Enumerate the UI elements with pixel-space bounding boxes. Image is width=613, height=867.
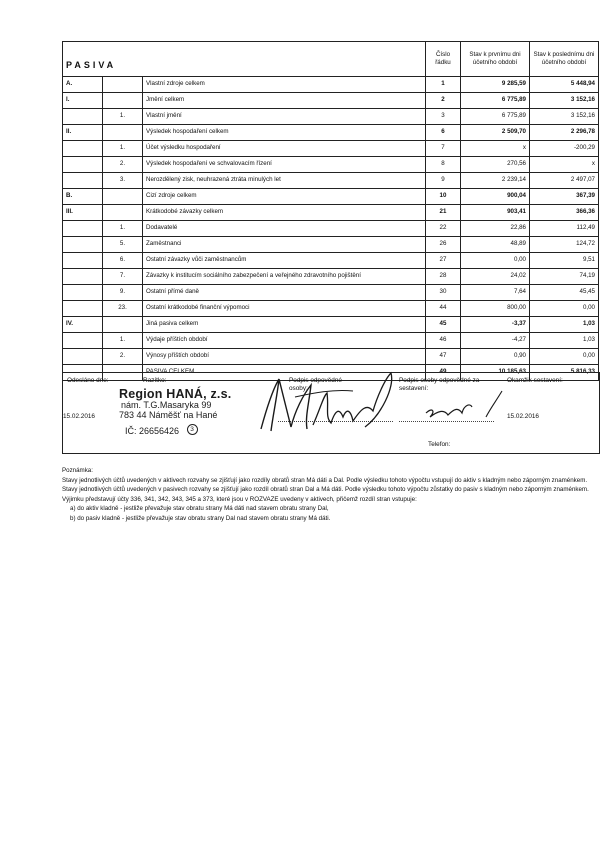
row-number: 21 [426, 205, 461, 221]
compiler-signature [418, 387, 508, 427]
row-subcode [103, 317, 143, 333]
row-code [63, 301, 103, 317]
table-row [63, 141, 599, 157]
row-number: 1 [426, 77, 461, 93]
row-end-value: 1,03 [530, 317, 599, 333]
row-start-value: -3,37 [461, 317, 530, 333]
row-subcode: 1. [103, 141, 143, 157]
row-label: Výsledek hospodaření celkem [143, 125, 426, 141]
organization-stamp [119, 387, 231, 439]
stamp-name: Region HANÁ, z.s. [119, 387, 232, 401]
row-end-value: 124,72 [530, 237, 599, 253]
header-row-number: Číslo řádku [426, 42, 461, 77]
row-code: B. [63, 189, 103, 205]
note-item-a: a) do aktiv kladně - jestliže převažuje stav obratu strany Má dáti nad stavem obratu strany Dal, [70, 505, 329, 513]
table-row [63, 237, 599, 253]
row-end-value: 0,00 [530, 349, 599, 365]
table-row [63, 253, 599, 269]
row-number: 7 [426, 141, 461, 157]
row-number: 10 [426, 189, 461, 205]
row-end-value: 366,36 [530, 205, 599, 221]
row-end-value: -200,29 [530, 141, 599, 157]
table-title: PASIVA [63, 42, 426, 77]
row-start-value: 7,64 [461, 285, 530, 301]
row-number: 28 [426, 269, 461, 285]
row-subcode [103, 125, 143, 141]
row-subcode: 9. [103, 285, 143, 301]
row-label: Nerozdělený zisk, neuhrazená ztráta minulých let [143, 173, 426, 189]
table-row [63, 269, 599, 285]
row-number: 3 [426, 109, 461, 125]
row-code [63, 269, 103, 285]
row-number: 22 [426, 221, 461, 237]
row-start-value: 900,04 [461, 189, 530, 205]
row-label: Cizí zdroje celkem [143, 189, 426, 205]
stamp-address: nám. T.G.Masaryka 99 [121, 400, 212, 410]
responsible-signature [253, 367, 403, 445]
row-code: A. [63, 77, 103, 93]
table-row [63, 205, 599, 221]
row-start-value: 270,56 [461, 157, 530, 173]
stamp-label: Razítko: [143, 377, 167, 384]
pasiva-table [62, 41, 599, 381]
row-label: Účet výsledku hospodaření [143, 141, 426, 157]
row-number: 26 [426, 237, 461, 253]
row-label: Výsledek hospodaření ve schvalovacím řízení [143, 157, 426, 173]
row-subcode [103, 189, 143, 205]
row-label: Jiná pasiva celkem [143, 317, 426, 333]
sent-date: 15.02.2016 [63, 413, 95, 420]
table-row [63, 125, 599, 141]
stamp-circle-mark: 3 [187, 424, 198, 435]
table-row [63, 333, 599, 349]
row-label: Ostatní krátkodobé finanční výpomoci [143, 301, 426, 317]
row-label: Krátkodobé závazky celkem [143, 205, 426, 221]
row-code [63, 221, 103, 237]
table-row [63, 317, 599, 333]
row-start-value: -4,27 [461, 333, 530, 349]
responsible-person-label: Podpis odpovědné osoby: [289, 377, 342, 392]
table-row [63, 349, 599, 365]
row-number: 49 [426, 365, 461, 381]
row-code [63, 173, 103, 189]
row-code [63, 349, 103, 365]
table-row [63, 173, 599, 189]
row-code [63, 253, 103, 269]
row-end-value: 2 296,78 [530, 125, 599, 141]
row-number: 47 [426, 349, 461, 365]
row-subcode: 7. [103, 269, 143, 285]
header-start-balance: Stav k prvnímu dni účetního období [461, 42, 530, 77]
compiled-date: 15.02.2016 [507, 413, 539, 420]
row-number: 6 [426, 125, 461, 141]
row-subcode: 6. [103, 253, 143, 269]
row-label: Vlastní zdroje celkem [143, 77, 426, 93]
row-start-value: 903,41 [461, 205, 530, 221]
row-start-value: 22,86 [461, 221, 530, 237]
sent-label: Odesláno dne: [67, 377, 109, 384]
row-number: 8 [426, 157, 461, 173]
note-item-b: b) do pasiv kladně - jestliže převažuje stav obratu strany Dal nad stavem obratu strany Má dáti. [70, 515, 331, 523]
note-heading: Poznámka: [62, 467, 93, 474]
row-label: Ostatní závazky vůči zaměstnancům [143, 253, 426, 269]
row-start-value: 2 239,14 [461, 173, 530, 189]
row-label: PASIVA CELKEM [143, 365, 426, 381]
row-end-value: 3 152,16 [530, 109, 599, 125]
row-label: Jmění celkem [143, 93, 426, 109]
row-end-value: 367,39 [530, 189, 599, 205]
row-subcode: 1. [103, 109, 143, 125]
row-end-value: 3 152,16 [530, 93, 599, 109]
row-start-value: 0,00 [461, 253, 530, 269]
table-row [63, 77, 599, 93]
row-code [63, 141, 103, 157]
row-label: Ostatní přímé daně [143, 285, 426, 301]
row-subcode [103, 77, 143, 93]
phone-label: Telefon: [428, 441, 451, 448]
signature-box [62, 372, 600, 454]
row-number: 9 [426, 173, 461, 189]
table-row [63, 109, 599, 125]
row-end-value: 74,19 [530, 269, 599, 285]
row-start-value: 9 285,59 [461, 77, 530, 93]
row-number: 44 [426, 301, 461, 317]
stamp-city: 783 44 Náměšť na Hané [119, 409, 218, 420]
row-subcode: 2. [103, 157, 143, 173]
row-code [63, 109, 103, 125]
table-row [63, 221, 599, 237]
table-header-row [63, 42, 599, 77]
row-subcode: 1. [103, 221, 143, 237]
row-subcode [103, 205, 143, 221]
row-subcode [103, 93, 143, 109]
row-start-value: 10 185,63 [461, 365, 530, 381]
row-end-value: x [530, 157, 599, 173]
note-section [62, 466, 598, 524]
table-row [63, 301, 599, 317]
row-end-value: 1,03 [530, 333, 599, 349]
row-start-value: 48,89 [461, 237, 530, 253]
row-end-value: 2 497,07 [530, 173, 599, 189]
compiler-label: Podpis osoby odpovědné za sestavení: [399, 377, 480, 392]
row-code [63, 333, 103, 349]
row-start-value: 2 509,70 [461, 125, 530, 141]
row-start-value: 0,90 [461, 349, 530, 365]
row-code: I. [63, 93, 103, 109]
stamp-ic: IČ: 26656426 [125, 425, 180, 436]
row-end-value: 112,49 [530, 221, 599, 237]
row-label: Závazky k institucím sociálního zabezpečení a veřejného zdravotního pojištění [143, 269, 426, 285]
row-label: Vlastní jmění [143, 109, 426, 125]
row-end-value: 5 816,33 [530, 365, 599, 381]
row-subcode: 5. [103, 237, 143, 253]
table-row [63, 93, 599, 109]
compiled-label: Okamžik sestavení: [507, 377, 563, 384]
row-subcode: 3. [103, 173, 143, 189]
row-label: Výdaje příštích období [143, 333, 426, 349]
row-code: IV. [63, 317, 103, 333]
row-start-value: 6 775,89 [461, 109, 530, 125]
header-end-balance: Stav k poslednímu dni účetního období [530, 42, 599, 77]
row-start-value: 6 775,89 [461, 93, 530, 109]
table-row [63, 285, 599, 301]
row-end-value: 0,00 [530, 301, 599, 317]
row-number: 45 [426, 317, 461, 333]
row-end-value: 9,51 [530, 253, 599, 269]
table-row [63, 157, 599, 173]
row-start-value: 24,02 [461, 269, 530, 285]
row-code [63, 157, 103, 173]
row-code: II. [63, 125, 103, 141]
row-number: 2 [426, 93, 461, 109]
row-start-value: 800,00 [461, 301, 530, 317]
row-label: Výnosy příštích období [143, 349, 426, 365]
row-code [63, 285, 103, 301]
row-code: III. [63, 205, 103, 221]
row-start-value: x [461, 141, 530, 157]
row-end-value: 45,45 [530, 285, 599, 301]
table-body [63, 77, 599, 381]
row-subcode: 2. [103, 349, 143, 365]
row-label: Zaměstnanci [143, 237, 426, 253]
row-label: Dodavatelé [143, 221, 426, 237]
row-end-value: 5 448,94 [530, 77, 599, 93]
row-subcode: 1. [103, 333, 143, 349]
row-subcode: 23. [103, 301, 143, 317]
row-code [63, 237, 103, 253]
note-paragraph: Stavy jednotlivých účtů uvedených v aktivech rozvahy se zjišťují jako rozdíly obratů stran Má dáti a Dal. Podle výsledku tohoto výpočtu vstupují do aktiv s kladným nebo záporným znaménkem. Stavy jednotlivých účtů uvedených v pasivech rozvahy se zjišťují jako rozdíl obratů stran Dal a Má dáti. Podle výsledku tohoto výpočtu zůstatky do pasiv s kladným nebo záporným znaménkem. Výjimku představují účty 336, 341, 342, 343, 345 a 373, které jsou v ROZVAZE uvedeny v aktivech, přičemž rozdíl stran vstupuje: [62, 476, 589, 503]
row-number: 27 [426, 253, 461, 269]
row-number: 46 [426, 333, 461, 349]
table-row [63, 189, 599, 205]
row-number: 30 [426, 285, 461, 301]
